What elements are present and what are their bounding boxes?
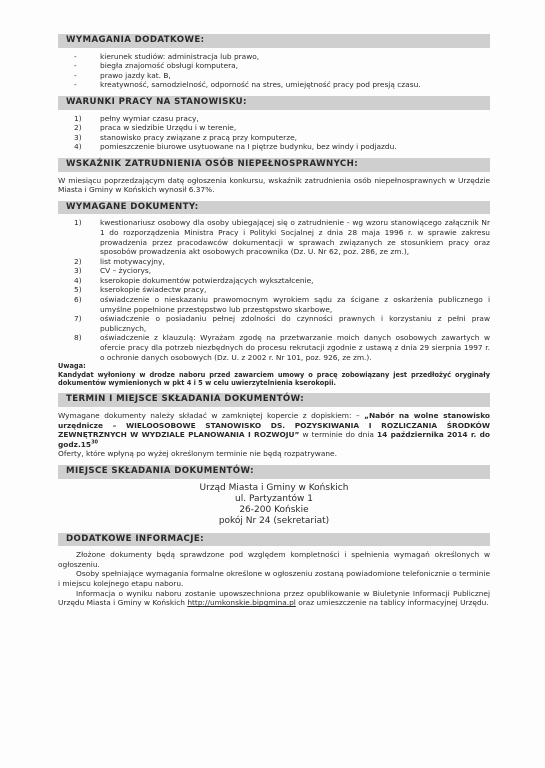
section-heading: WYMAGANIA DODATKOWE: <box>58 34 490 48</box>
bip-link[interactable]: http://umkonskie.bipgmina.pl <box>187 598 296 608</box>
item-number: 2) <box>74 256 82 266</box>
list-item <box>74 276 490 286</box>
list-item <box>74 123 490 133</box>
address-line: ul. Partyzantów 1 <box>235 493 313 504</box>
deadline-minutes: 30 <box>91 439 99 446</box>
item-number: 5) <box>74 285 82 295</box>
section-wskaznik <box>58 158 490 195</box>
item-text: oświadczenie o posiadaniu pełnej zdolności do czynności prawnych i korzystaniu z pełni praw publicznych, <box>100 314 490 333</box>
item-number: 4) <box>74 275 82 285</box>
paragraph: Złożone dokumenty będą sprawdzone pod względem kompletności i spełnienia wymagań określonych w ogłoszeniu. <box>58 550 490 569</box>
intro-text: Wymagane dokumenty należy składać w zamkniętej kopercie z dopiskiem: – <box>58 411 360 421</box>
deadline-text: 14 października 2014 r. do godz.15 <box>58 430 490 449</box>
list-item <box>74 114 490 124</box>
list-item <box>74 333 490 362</box>
item-text: praca w siedzibie Urzędu i w terenie, <box>100 123 237 133</box>
item-number: 1) <box>74 113 82 123</box>
document-page <box>58 34 490 614</box>
address-line: 26-200 Końskie <box>239 504 309 515</box>
section-termin <box>58 393 490 459</box>
paragraph <box>58 589 490 608</box>
item-number: 2) <box>74 123 82 133</box>
section-heading: WYMAGANE DOKUMENTY: <box>58 201 490 215</box>
list-item <box>74 266 490 276</box>
item-text: pomieszczenie biurowe usytuowane na I piętrze budynku, bez windy i podjazdu. <box>100 142 397 152</box>
address-line: Urząd Miasta i Gminy w Końskich <box>199 482 349 493</box>
paragraph: Oferty, które wpłyną po wyżej określonym terminie nie będą rozpatrywane. <box>58 449 337 459</box>
list-item: - biegła znajomość obsługi komputera, <box>74 61 490 71</box>
info-text-end: oraz umieszczenie na tablicy informacyjnej Urzędu. <box>298 598 489 608</box>
section-miejsce <box>58 465 490 527</box>
list-item <box>74 218 490 256</box>
paragraph <box>58 411 490 449</box>
paragraph: W miesiącu poprzedzającym datę ogłoszenia konkursu, wskaźnik zatrudnienia osób niepełnosprawnych w Urzędzie Miasta i Gminy w Końskich wynosił 6.37%. <box>58 175 490 195</box>
requirements-list <box>58 52 490 90</box>
address-line: pokój Nr 24 (sekretariat) <box>218 515 330 526</box>
conditions-list <box>58 114 490 152</box>
item-text: kserokopie świadectw pracy, <box>100 285 207 295</box>
list-item <box>74 257 490 267</box>
item-text: stanowisko pracy związane z pracą przy komputerze, <box>100 132 297 142</box>
list-item: - prawo jazdy kat. B, <box>74 71 490 81</box>
info-text: Informacja o wyniku naboru zostanie upowszechniona przez opublikowanie w Biuletynie Informacji Publicznej Urzędu Miasta i Gminy w Końskich <box>58 588 490 608</box>
section-wymagane-dokumenty <box>58 201 490 388</box>
envelope-label: „Nabór na wolne stanowisko urzędnicze – WIELOOSOBOWE STANOWISKO DS. POZYSKIWANIA I ROZLICZANIA ŚRODKÓW ZEWNĘTRZNYCH W WYDZIALE PLANOWANIA I ROZWOJU” <box>58 411 490 440</box>
documents-list <box>58 218 490 362</box>
item-number: 7) <box>74 314 82 324</box>
item-number: 6) <box>74 295 82 305</box>
section-wymagania-dodatkowe <box>58 34 490 90</box>
list-item <box>74 314 490 333</box>
item-text: pełny wymiar czasu pracy, <box>100 113 199 123</box>
list-item <box>74 142 490 152</box>
note-text: Kandydat wyłoniony w drodze naboru przed zawarciem umowy o pracę zobowiązany jest przedłożyć oryginały dokumentów wymienionych w pkt 4 i 5 w celu uwierzytelnienia kserokopii. <box>58 370 490 388</box>
section-heading: MIEJSCE SKŁADANIA DOKUMENTÓW: <box>58 465 490 479</box>
item-text: list motywacyjny, <box>100 256 165 266</box>
section-dodatkowe-informacje <box>58 533 490 608</box>
item-text: kwestionariusz osobowy dla osoby ubiegającej się o zatrudnienie - wg wzoru stanowiącego załącznik Nr 1 do rozporządzenia Ministra Pracy i Polityki Socjalnej z dnia 28 maja 1996 r. w sprawie zakresu prowadzenia przez pracodawców dokumentacji w sprawach związanych ze stosunkiem pracy oraz sposobów prowadzenia akt osobowych pracownika (Dz. U. Nr 62, poz. 286, ze zm.), <box>100 218 490 257</box>
address-block <box>58 483 490 527</box>
section-warunki-pracy <box>58 96 490 152</box>
section-heading: DODATKOWE INFORMACJE: <box>58 533 490 547</box>
item-number: 8) <box>74 333 82 343</box>
note-label: Uwaga: <box>58 362 86 371</box>
item-number: 3) <box>74 266 82 276</box>
section-heading: WSKAŹNIK ZATRUDNIENIA OSÓB NIEPEŁNOSPRAWNYCH: <box>58 158 490 172</box>
list-item: - kreatywność, samodzielność, odporność na stres, umiejętność pracy pod presją czasu. <box>74 80 490 90</box>
item-number: 3) <box>74 132 82 142</box>
section-heading: WARUNKI PRACY NA STANOWISKU: <box>58 96 490 110</box>
item-text: oświadczenie z klauzulą: Wyrażam zgodę na przetwarzanie moich danych osobowych zawartych w ofercie pracy dla potrzeb niezbędnych do procesu rekrutacji zgodnie z ustawą z dnia 29 sierpnia 1997 r. o ochronie danych osobowych (Dz. U. z 2002 r. Nr 101, poz. 926, ze zm.). <box>100 333 490 362</box>
list-item <box>74 295 490 314</box>
item-number: 1) <box>74 218 82 228</box>
item-text: CV – życiorys, <box>100 266 152 276</box>
list-item: - kierunek studiów: administracja lub prawo, <box>74 52 490 62</box>
list-item <box>74 285 490 295</box>
deadline-prefix: w terminie do dnia <box>302 430 374 440</box>
item-text: oświadczenie o nieskazaniu prawomocnym wyrokiem sądu za ścigane z oskarżenia publicznego i umyślne popełnione przestępstwo lub przestępstwo skarbowe, <box>100 295 490 314</box>
list-item <box>74 133 490 143</box>
section-heading: TERMIN I MIEJSCE SKŁADANIA DOKUMENTÓW: <box>58 393 490 407</box>
item-number: 4) <box>74 142 82 152</box>
item-text: kserokopie dokumentów potwierdzających wykształcenie, <box>100 275 314 285</box>
paragraph: Osoby spełniające wymagania formalne określone w ogłoszeniu zostaną powiadomione telefonicznie o terminie i miejscu kolejnego etapu naboru. <box>58 569 490 588</box>
